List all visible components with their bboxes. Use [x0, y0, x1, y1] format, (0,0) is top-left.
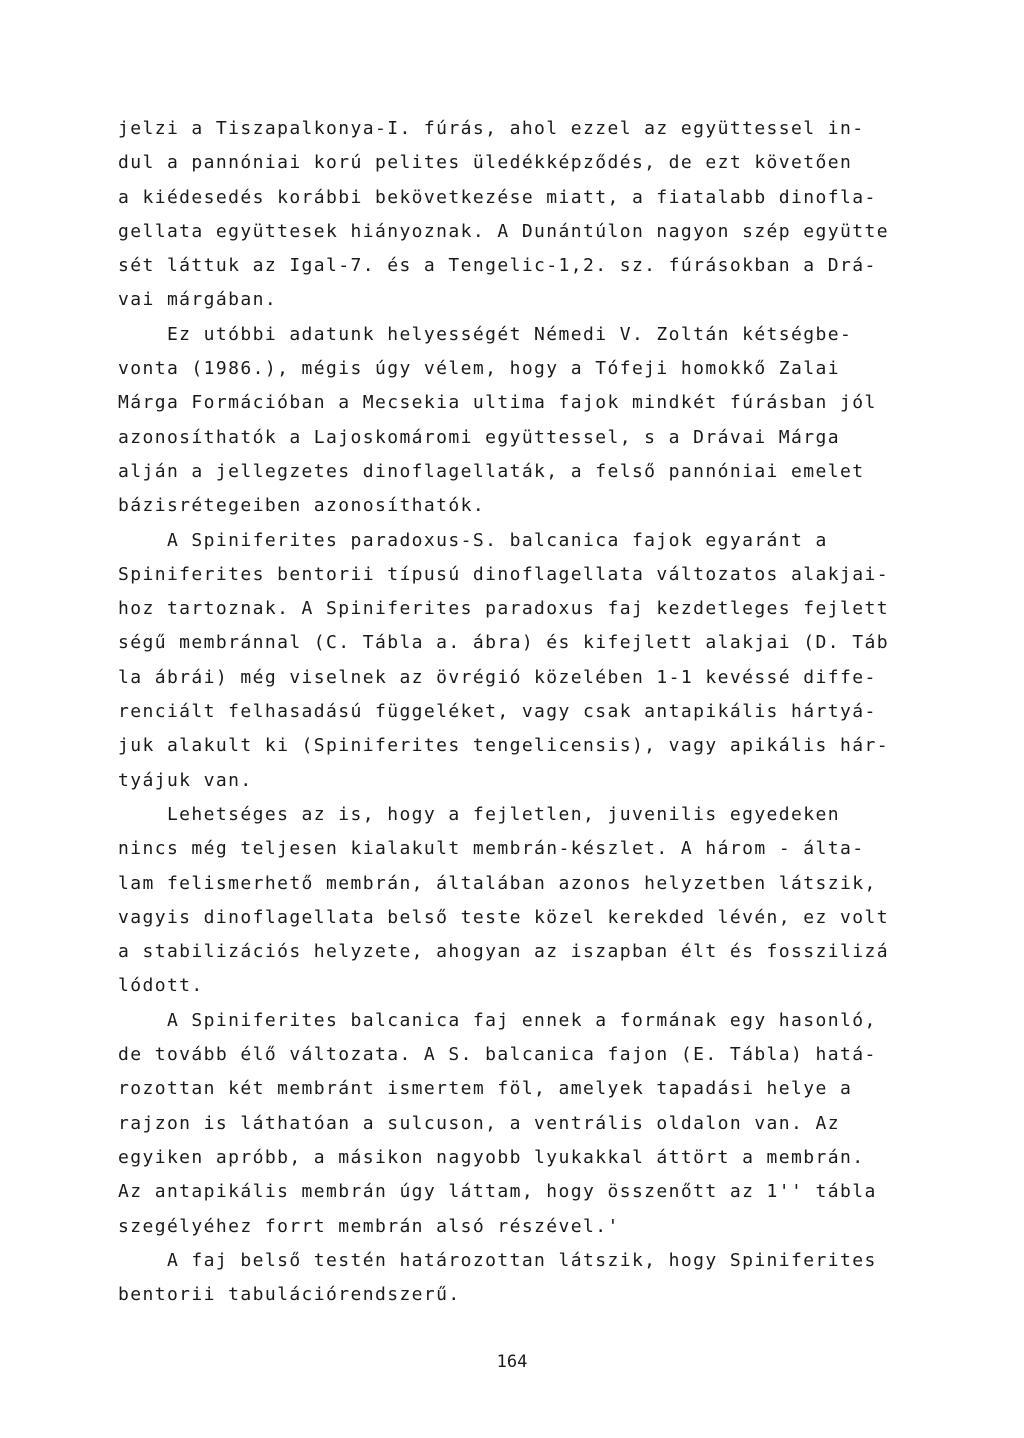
text-line: sét láttuk az Igal-7. és a Tengelic-1,2. sz. fúrásokban a Drá-: [118, 255, 877, 277]
text-line: A Spiniferites balcanica faj ennek a formának egy hasonló,: [118, 1009, 877, 1031]
text-line: lódott.: [118, 975, 204, 997]
text-line: szegélyéhez forrt membrán alsó részével.': [118, 1215, 620, 1237]
text-line: de tovább élő változata. A S. balcanica fajon (E. Tábla) hatá-: [118, 1044, 877, 1066]
text-line: Ez utóbbi adatunk helyességét Némedi V. Zoltán kétségbe-: [118, 323, 853, 345]
text-line: dul a pannóniai korú pelites üledékképződés, de ezt követően: [118, 152, 853, 174]
text-line: vagyis dinoflagellata belső teste közel kerekded lévén, ez volt: [118, 906, 889, 928]
text-line: vai márgában.: [118, 289, 278, 311]
text-line: rozottan két membránt ismertem föl, amelyek tapadási helye a: [118, 1078, 853, 1100]
body-text: [118, 112, 988, 1312]
text-line: vonta (1986.), mégis úgy vélem, hogy a Tófeji homokkő Zalai: [118, 358, 840, 380]
text-line: gellata együttesek hiányoznak. A Dunántúlon nagyon szép együtte: [118, 220, 889, 242]
text-line: Márga Formációban a Mecsekia ultima fajok mindkét fúrásban jól: [118, 392, 877, 414]
text-line: bázisrétegeiben azonosíthatók.: [118, 495, 486, 517]
text-line: Lehetséges az is, hogy a fejletlen, juvenilis egyedeken: [118, 803, 840, 825]
text-line: a kiédesedés korábbi bekövetkezése miatt, a fiatalabb dinofla-: [118, 186, 877, 208]
text-line: la ábrái) még viselnek az övrégió közelében 1-1 kevéssé diffe-: [118, 666, 877, 688]
text-line: Az antapikális membrán úgy láttam, hogy összenőtt az 1'' tábla: [118, 1181, 877, 1203]
text-line: lam felismerhető membrán, általában azonos helyzetben látszik,: [118, 872, 877, 894]
text-line: egyiken apróbb, a másikon nagyobb lyukakkal áttört a membrán.: [118, 1146, 865, 1168]
text-line: A faj belső testén határozottan látszik, hogy Spiniferites: [118, 1249, 877, 1271]
text-line: juk alakult ki (Spiniferites tengelicensis), vagy apikális hár-: [118, 735, 889, 757]
text-line: a stabilizációs helyzete, ahogyan az iszapban élt és fosszilizá: [118, 941, 889, 963]
text-line: renciált felhasadású függeléket, vagy csak antapikális hártyá-: [118, 701, 877, 723]
text-line: azonosíthatók a Lajoskomáromi együttessel, s a Drávai Márga: [118, 426, 840, 448]
text-line: ségű membránnal (C. Tábla a. ábra) és kifejlett alakjai (D. Táb: [118, 632, 889, 654]
text-line: jelzi a Tiszapalkonya-I. fúrás, ahol ezzel az együttessel in-: [118, 118, 865, 139]
text-line: nincs még teljesen kialakult membrán-készlet. A három - álta-: [118, 838, 865, 860]
page-number: 164: [496, 1352, 528, 1372]
text-line: rajzon is láthatóan a sulcuson, a ventrális oldalon van. Az: [118, 1112, 840, 1134]
text-line: alján a jellegzetes dinoflagellaták, a felső pannóniai emelet: [118, 460, 865, 482]
text-line: A Spiniferites paradoxus-S. balcanica fajok egyaránt a: [118, 529, 828, 551]
text-line: hoz tartoznak. A Spiniferites paradoxus faj kezdetleges fejlett: [118, 598, 889, 620]
text-line: Spiniferites bentorii típusú dinoflagellata változatos alakjai-: [118, 563, 889, 585]
text-line: tyájuk van.: [118, 769, 253, 791]
text-line: bentorii tabulációrendszerű.: [118, 1284, 461, 1306]
